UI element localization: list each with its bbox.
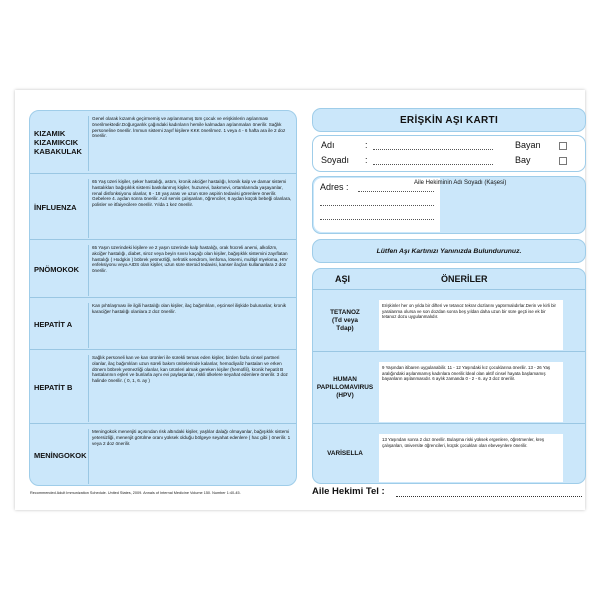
reference-citation: Recommended Adult Immunization Schedule. United States, 2009. Annals of Internal Medicine Volume 150. Number 1:40-45. <box>30 491 241 495</box>
carry-card-notice: Lütfen Aşı Kartınızı Yanınızda Bulundurunuz. <box>312 239 586 263</box>
vaccine-description: Genel olarak kızamık geçirmemiş ve aşılanmamış tüm çocuk ve erişkinlerin aşılanması önerilmektedir.Doğurganlık çağındaki kadınların hemile kalmadan aşılanmaları önerilir. Sağlık personeline önerilir. İmmun sistemi zayıf kişilere KKK önerilmez. 1 veya 4 - 6 hafta ara ile 2 doz önerilir. <box>88 116 292 171</box>
table-row <box>30 111 296 173</box>
family-doctor-stamp-label: Aile Hekiminin Adı Soyadı (Kaşesi) <box>414 180 507 186</box>
address-label: Adres : <box>320 182 349 192</box>
table-row <box>30 423 296 486</box>
first-name-label: Adı <box>321 140 335 150</box>
vaccine-name: TETANOZ (Td veya Tdap) <box>330 309 360 332</box>
vaccine-name: HEPATİT B <box>34 382 73 392</box>
last-name-field[interactable] <box>373 164 493 165</box>
table-row <box>30 297 296 350</box>
card-title: ERİŞKİN AŞI KARTI <box>312 108 586 132</box>
vaccine-name: KIZAMIK KIZAMIKCIK KABAKULAK <box>34 128 82 156</box>
address-area <box>314 178 440 232</box>
vaccine-name: HEPATİT A <box>34 319 73 329</box>
vaccine-description: 65 Yaşın üzerindeki kişilere ve 2 yaşın üzerinde kalp hastalığı, orak hücreli anemi, alkolizm, akciğer hastalığı, diabet, siroz veya beyin sıvısı kaçağı olan kişiler, bağışıklık sistemini zayıflatan hastalığı ( Hodgkin ) böbrek yetmezliği, nefrotik sendrom, lenfoma, lösemi, multipl myeloma, HIV enfeksiyonu veya AIDS olan kişiler, uzun süre steroid tedavisi, kanser ilaçları kullananlara 2 doz önerilir. <box>88 245 292 296</box>
first-name-field[interactable] <box>373 149 493 150</box>
vaccine-description: Meningokok menenjiti açısından risk altındaki kişiler, yaşlılar dalağı olmayanlar, bağışıklık sistemi yetersizliği, menenjit görülme oranı yüksek olduğu bölgeye seyahat edenlere ( hac gibi ) önerilir. 1 veya 2 doz önerilir. <box>88 429 292 484</box>
table-row <box>313 423 585 484</box>
table-row <box>30 349 296 424</box>
female-label: Bayan <box>515 140 541 150</box>
vaccine-description: Kan pıhtılaşması ile ilgili hastalığı olan kişiler, ilaç bağımlıları, eşcinsel ilişkide bulunanlar, kronik karaciğer hastalığı olanlara 2 doz önerilir. <box>88 303 292 348</box>
vaccine-name: PNÖMOKOK <box>34 264 79 274</box>
vaccine-name: VARİSELLA <box>327 450 363 457</box>
first-name-colon: : <box>365 140 368 150</box>
vaccine-recommendation: 9 Yaşından itibaren uygulanabilir. 11 - 12 Yaşındaki kız çocuklarına önerilir. 13 - 26 Yaş aralığındaki aşılanmamış kadınlara önerilir.İdeal olan aktif cinsel hayata başlamamış bayanların aşılanmasıdır. 6 aylık zamanda 0 - 2 - 6. ay 3 doz önerilir. <box>379 362 563 422</box>
address-line[interactable] <box>320 205 434 206</box>
male-checkbox[interactable] <box>559 157 567 165</box>
vaccine-name: MENİNGOKOK <box>34 450 87 460</box>
table-row <box>30 173 296 240</box>
recommendations-header <box>313 269 585 289</box>
vaccine-name: İNFLUENZA <box>34 202 77 212</box>
table-row <box>30 239 296 298</box>
male-label: Bay <box>515 155 531 165</box>
vaccine-recommendations <box>312 268 586 484</box>
recommendations-column-header: ÖNERİLER <box>441 274 488 284</box>
address-line[interactable] <box>358 191 434 192</box>
vaccine-name: HUMAN PAPILLOMAVIRUS (HPV) <box>316 376 374 399</box>
table-row <box>313 289 585 352</box>
vaccine-recommendation: Erişkinler her on yılda bir difteri ve tetanoz tekrar dozlarını yaptırmalıdırlar.Derin ve kirli bir yaralanma olursa ve son dozdan sonra beş yıldan daha uzun bir süre geçti ise ek bir tetanoz dozu uygulanmalıdır. <box>379 300 563 350</box>
doctor-phone-label: Aile Hekimi Tel : <box>312 486 385 497</box>
vaccine-recommendation: 13 Yaşından sonra 2 doz önerilir. Bulaşma riski yüksek ergenlere, öğretmenler, kreş çalışanları, üniversite öğrencileri, küçük çocukları olan ebeveynlere önerilir. <box>379 434 563 482</box>
vaccine-description: Sağlık personeli kan ve kan ürünleri ile sürekli temas eden kişiler, birden fazla cinsel partneri olanlar, ilaç bağımlıları uzun süreli bakım ünitelerinde kalanlar, hemodiyaliz hastaları ve erken dönem böbrek yetmezliği olanlar, kan ürünleri almak gereken kişiler (hemofili), kronik hepatit B hastalarının eşleri ve bunlarla aynı evi paylaşanlar, riskli ülkelere seyahat edenlere önerilir. 3 doz halinde önerilir. ( 0, 1, 6. ay ) <box>88 355 292 422</box>
last-name-colon: : <box>365 155 368 165</box>
address-line[interactable] <box>320 219 434 220</box>
doctor-phone-field[interactable] <box>396 496 582 497</box>
name-box <box>312 135 586 172</box>
vaccine-info-table <box>29 110 297 486</box>
vaccine-description: 65 Yaş üzeri kişiler, şeker hastalığı, astım, kronik akciğer hastalığı, kronik kalp ve damar sistemi hastalıkları bağışıklık sistemi baskılanmış kişiler, huzurevi, bakımevi, ortamlarında yaşayanlar, renal disfonksiyonu olanlar, 6 - 18 yaş arası ve uzun süre aspirin tedavisi görenlere önerilir. Gebelere 4. aydan sonra önerilir. Acil servis çalışanları, öğrenciler, 6 aydan küçük bebeği olanlara, polisler ve itfaiyecilere önerilir. Yılda 1 kez önerilir. <box>88 179 292 238</box>
last-name-label: Soyadı <box>321 155 350 165</box>
vaccine-column-header: AŞI <box>335 274 351 284</box>
table-row <box>313 351 585 424</box>
female-checkbox[interactable] <box>559 142 567 150</box>
